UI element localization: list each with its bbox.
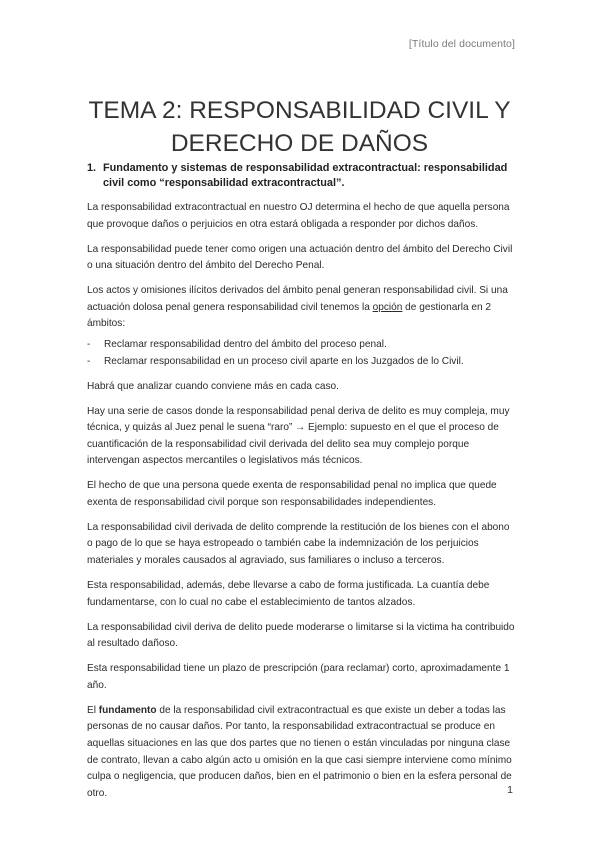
- paragraph-1: La responsabilidad extracontractual en nuestro OJ determina el hecho de que aquella persona que provoque daños o perjuicios en otra estará obligada a responder por dichos daños.: [87, 202, 510, 230]
- paragraph-11-text-b: de la responsabilidad civil extracontractual es que existe un deber a todas las personas de no causar daños. Por tanto, la responsabilidad extracontractual se produce en aquellas situaciones en las que dos partes que no tienen o están vinculadas por ninguna clase de contrato, llevan a cabo algún acto u omisión en la que casi siempre interviene como mínimo culpa o negligencia, que producen daños, bien en el patrimonio o bien en la esfera personal de otro.: [87, 704, 512, 799]
- list-item: - Reclamar responsabilidad en un proceso civil aparte en los Juzgados de lo Civil.: [87, 354, 517, 371]
- page-title-line-1: TEMA 2: RESPONSABILIDAD CIVIL Y: [88, 97, 511, 125]
- paragraph-7: La responsabilidad civil derivada de delito comprende la restitución de los bienes con el abono o pago de lo que se haya estropeado o también cabe la indemnización de los perjuicios materiales y morales causados al agraviado, sus familiares o incluso a terceros.: [87, 521, 510, 567]
- paragraph-11: [87, 703, 517, 803]
- list-item: - Reclamar responsabilidad dentro del ámbito del proceso penal.: [87, 337, 517, 354]
- section-title: Fundamento y sistemas de responsabilidad extracontractual: responsabilidad civil como “responsabilidad extracontractual”.: [103, 162, 508, 189]
- paragraph-4: Habrá que analizar cuando conviene más en cada caso.: [87, 380, 339, 392]
- paragraph-9: La responsabilidad civil deriva de delito puede moderarse o limitarse si la victima ha contribuido al resultado dañoso.: [87, 621, 515, 650]
- document-title-placeholder[interactable]: [Título del documento]: [408, 38, 515, 50]
- paragraph-3: [87, 283, 517, 333]
- document-body: [87, 161, 517, 811]
- paragraph-10: Esta responsabilidad tiene un plazo de prescripción (para reclamar) corto, aproximadamente 1 año.: [87, 663, 510, 691]
- page-title-line-2: DERECHO DE DAÑOS: [170, 130, 429, 158]
- bold-term: fundamento: [98, 704, 157, 716]
- page-title: [60, 94, 539, 160]
- options-list: [87, 337, 517, 370]
- paragraph-2: La responsabilidad puede tener como origen una actuación dentro del ámbito del Derecho Civil o una situación dentro del ámbito del Derecho Penal.: [87, 243, 513, 272]
- underlined-word: opción: [372, 301, 403, 313]
- section-number: 1.: [87, 162, 97, 174]
- paragraph-5: Hay una serie de casos donde la responsabilidad penal deriva de delito es muy compleja, muy técnica, y quizás al Juez penal le suena “raro” → Ejemplo: supuesto en el que el proceso de cuantificación de la responsabilidad civil derivada del delito sea muy complejo porque intervengan aspectos mercantiles o legislativos más técnicos.: [87, 405, 510, 467]
- paragraph-6: El hecho de que una persona quede exenta de responsabilidad penal no implica que quede exenta de responsabilidad civil porque son responsabilidades independientes.: [87, 480, 497, 508]
- page-number: 1: [507, 784, 513, 796]
- paragraph-11-text-a: El: [87, 704, 99, 716]
- paragraph-3-text-b: de gestionarla en 2 ámbitos:: [87, 301, 492, 330]
- paragraph-3-text-a: Los actos y omisiones ilícitos derivados del ámbito penal generan responsabilidad civil. Si una actuación dolosa penal genera responsabilidad civil tenemos la: [87, 285, 508, 313]
- section-heading: [87, 161, 517, 191]
- paragraph-8: Esta responsabilidad, además, debe llevarse a cabo de forma justificada. La cuantía debe fundamentarse, con lo cual no cabe el establecimiento de tantos alzados.: [87, 580, 490, 608]
